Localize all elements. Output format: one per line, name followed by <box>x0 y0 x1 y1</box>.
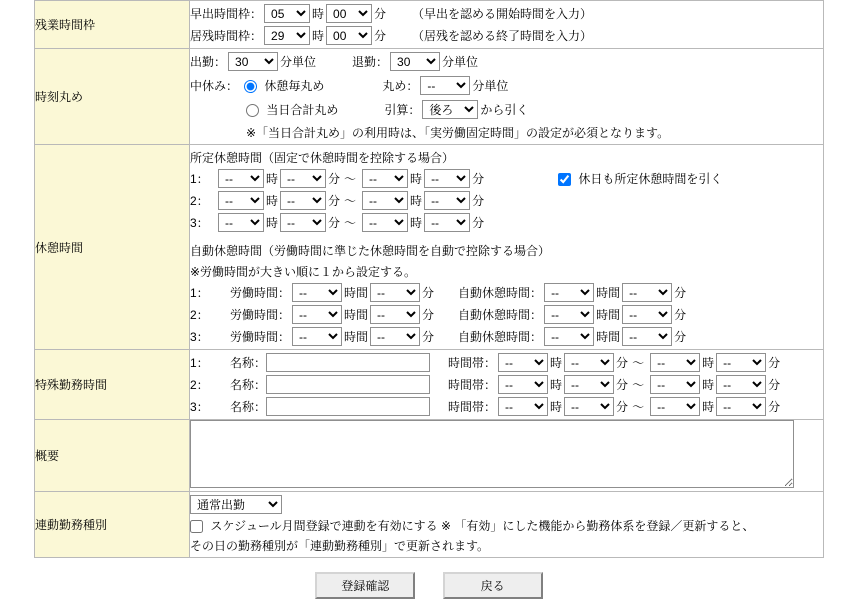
auto-break-2-work-minute[interactable] <box>370 305 420 324</box>
special-duty-index-1: 1： <box>190 356 209 370</box>
attendance-label: 出勤： <box>190 55 227 69</box>
rounding-label: 丸め： <box>382 79 419 93</box>
special-duty-2-end-hour-unit: 時 <box>702 378 715 392</box>
auto-break-2-work-label: 労働時間： <box>230 308 291 322</box>
auto-break-3-auto-hour-unit: 時間 <box>596 330 621 344</box>
special-duty-3-end-minute-unit: 分 <box>768 400 781 414</box>
auto-break-3-work-label: 労働時間： <box>230 330 291 344</box>
fixed-break-row-2 <box>190 191 823 210</box>
fixed-break-3-start-minute[interactable] <box>280 213 326 232</box>
special-duty-row-3 <box>190 397 823 416</box>
stay-over-hour-select[interactable] <box>264 26 310 45</box>
row-label-summary: 概要 <box>35 420 190 492</box>
auto-break-3-work-minute-unit: 分 <box>422 330 435 344</box>
fixed-break-3-end-hour-unit: 時 <box>410 216 423 230</box>
special-duty-2-start-hour-unit: 時 <box>550 378 563 392</box>
auto-break-row-2 <box>190 305 823 324</box>
fixed-break-3-end-hour[interactable] <box>362 213 408 232</box>
row-label-time-rounding: 時刻丸め <box>35 49 190 145</box>
auto-break-1-work-label: 労働時間： <box>230 286 291 300</box>
special-duty-index-2: 2： <box>190 378 209 392</box>
fixed-break-3-start-minute-unit: 分 <box>328 216 341 230</box>
special-duty-2-end-minute-unit: 分 <box>768 378 781 392</box>
table-row-break-time <box>35 145 824 350</box>
linked-duty-type-select[interactable] <box>190 495 282 514</box>
early-start-frame-row <box>190 4 823 23</box>
row-label-linked-duty: 連動勤務種別 <box>35 492 190 558</box>
auto-break-2-auto-minute[interactable] <box>622 305 672 324</box>
auto-break-1-auto-minute[interactable] <box>622 283 672 302</box>
special-duty-1-start-minute-unit: 分 <box>616 356 629 370</box>
special-duty-1-name-label: 名称： <box>230 356 267 370</box>
special-duty-1-end-minute-unit: 分 <box>768 356 781 370</box>
holiday-break-checkbox[interactable] <box>558 173 571 186</box>
work-system-settings-table <box>34 0 824 558</box>
special-duty-3-start-minute-unit: 分 <box>616 400 629 414</box>
subtract-label: 引算： <box>384 103 421 117</box>
linked-duty-checkbox-row <box>190 517 823 534</box>
row-field-overtime-frame <box>190 1 824 49</box>
row-field-special-duty <box>190 350 824 420</box>
stay-over-note: （居残を認める終了時間を入力） <box>412 29 593 43</box>
subtract-unit-label: から引く <box>480 103 529 117</box>
fixed-break-2-start-hour-unit: 時 <box>266 194 279 208</box>
table-row-summary <box>35 420 824 492</box>
rounding-unit-label: 分単位 <box>472 79 509 93</box>
fixed-break-1-tilde: ～ <box>344 172 357 186</box>
auto-break-row-1 <box>190 283 823 302</box>
auto-break-index-3: 3： <box>190 330 209 344</box>
time-rounding-warning <box>246 124 823 141</box>
auto-break-title: 自動休憩時間（労働時間に準じた休憩時間を自動で控除する場合） <box>190 244 551 258</box>
stay-over-minute-select[interactable] <box>326 26 372 45</box>
subtract-direction-select[interactable] <box>422 100 478 119</box>
holiday-break-checkbox-label[interactable] <box>558 170 722 187</box>
special-duty-2-band-label: 時間帯： <box>448 378 497 392</box>
midbreak-each-radio[interactable] <box>244 80 257 93</box>
special-duty-2-end-hour[interactable] <box>650 375 700 394</box>
midbreak-each-text: 休憩毎丸め <box>264 79 325 93</box>
row-field-linked-duty <box>190 492 824 558</box>
fixed-break-1-end-hour[interactable] <box>362 169 408 188</box>
auto-break-note: ※労働時間が大きい順に１から設定する。 <box>190 265 417 279</box>
early-start-hour-select[interactable] <box>264 4 310 23</box>
fixed-break-2-start-hour[interactable] <box>218 191 264 210</box>
auto-break-2-auto-hour-unit: 時間 <box>596 308 621 322</box>
table-row-linked-duty <box>35 492 824 558</box>
special-duty-index-3: 3： <box>190 400 209 414</box>
special-duty-1-band-label: 時間帯： <box>448 356 497 370</box>
stay-over-frame-row <box>190 26 823 45</box>
fixed-break-2-tilde: ～ <box>344 194 357 208</box>
special-duty-row-1 <box>190 353 823 372</box>
leaving-unit-select[interactable] <box>390 52 440 71</box>
special-duty-3-end-hour[interactable] <box>650 397 700 416</box>
attendance-unit-select[interactable] <box>228 52 278 71</box>
holiday-break-text: 休日も所定休憩時間を引く <box>578 172 723 186</box>
auto-break-2-work-hour-unit: 時間 <box>344 308 369 322</box>
auto-break-1-auto-minute-unit: 分 <box>674 286 687 300</box>
fixed-break-2-start-minute[interactable] <box>280 191 326 210</box>
auto-break-index-2: 2： <box>190 308 209 322</box>
auto-break-2-auto-label: 自動休憩時間： <box>458 308 543 322</box>
back-button[interactable]: 戻る <box>443 572 543 599</box>
linked-duty-select-row <box>190 495 823 514</box>
special-duty-1-start-hour[interactable] <box>498 353 548 372</box>
special-duty-2-tilde: ～ <box>632 378 645 392</box>
special-duty-2-start-hour[interactable] <box>498 375 548 394</box>
special-duty-3-band-label: 時間帯： <box>448 400 497 414</box>
linked-duty-subtext: その日の勤務種別が「連動勤務種別」で更新されます。 <box>190 539 490 553</box>
fixed-break-2-end-hour[interactable] <box>362 191 408 210</box>
row-field-time-rounding <box>190 49 824 145</box>
midbreak-total-radio[interactable] <box>246 104 259 117</box>
auto-break-row-3 <box>190 327 823 346</box>
row-label-overtime-frame: 残業時間枠 <box>35 1 190 49</box>
special-duty-2-name-label: 名称： <box>230 378 267 392</box>
special-duty-2-start-minute[interactable] <box>564 375 614 394</box>
fixed-break-row-1 <box>190 169 823 188</box>
linked-duty-checkbox[interactable] <box>190 520 203 533</box>
fixed-break-index-1: 1： <box>190 172 209 186</box>
linked-duty-checkbox-text: スケジュール月間登録で連動を有効にする ※ 「有効」にした機能から勤務体系を登録／更新すると、 <box>210 519 755 533</box>
special-duty-3-start-minute[interactable] <box>564 397 614 416</box>
stay-over-frame-label: 居残時間枠： <box>190 29 263 43</box>
table-row-time-rounding <box>35 49 824 145</box>
midbreak-total-text: 当日合計丸め <box>266 103 339 117</box>
fixed-break-1-end-hour-unit: 時 <box>410 172 423 186</box>
auto-break-3-work-minute[interactable] <box>370 327 420 346</box>
fixed-break-3-start-hour-unit: 時 <box>266 216 279 230</box>
fixed-break-2-end-minute-unit: 分 <box>472 194 485 208</box>
stay-over-minute-unit: 分 <box>374 29 387 43</box>
fixed-break-2-start-minute-unit: 分 <box>328 194 341 208</box>
attendance-unit-label: 分単位 <box>280 55 317 69</box>
auto-break-2-auto-minute-unit: 分 <box>674 308 687 322</box>
fixed-break-1-end-minute[interactable] <box>424 169 470 188</box>
special-duty-1-start-minute[interactable] <box>564 353 614 372</box>
early-start-minute-unit: 分 <box>374 7 387 21</box>
midbreak-row-2 <box>190 100 823 119</box>
fixed-break-1-start-minute[interactable] <box>280 169 326 188</box>
auto-break-1-auto-hour[interactable] <box>544 283 594 302</box>
fixed-break-1-start-hour-unit: 時 <box>266 172 279 186</box>
early-start-note: （早出を認める開始時間を入力） <box>412 7 593 21</box>
fixed-break-3-start-hour[interactable] <box>218 213 264 232</box>
auto-break-1-work-hour[interactable] <box>292 283 342 302</box>
row-field-break-time <box>190 145 824 350</box>
special-duty-2-name-input[interactable] <box>266 375 430 394</box>
fixed-break-1-end-minute-unit: 分 <box>472 172 485 186</box>
stay-over-hour-unit: 時 <box>312 29 325 43</box>
special-duty-3-start-hour-unit: 時 <box>550 400 563 414</box>
special-duty-3-end-hour-unit: 時 <box>702 400 715 414</box>
linked-duty-subtext-row <box>190 537 823 554</box>
fixed-break-1-start-hour[interactable] <box>218 169 264 188</box>
fixed-break-1-start-minute-unit: 分 <box>328 172 341 186</box>
special-duty-1-start-hour-unit: 時 <box>550 356 563 370</box>
auto-break-index-1: 1： <box>190 286 209 300</box>
auto-break-3-auto-hour[interactable] <box>544 327 594 346</box>
special-duty-2-start-minute-unit: 分 <box>616 378 629 392</box>
auto-break-1-auto-hour-unit: 時間 <box>596 286 621 300</box>
auto-break-1-work-minute-unit: 分 <box>422 286 435 300</box>
auto-break-3-auto-minute[interactable] <box>622 327 672 346</box>
attendance-leaving-row <box>190 52 823 71</box>
rounding-unit-select[interactable] <box>420 76 470 95</box>
table-row-overtime-frame <box>35 1 824 49</box>
early-start-frame-label: 早出時間枠： <box>190 7 263 21</box>
auto-break-3-auto-label: 自動休憩時間： <box>458 330 543 344</box>
special-duty-1-end-minute[interactable] <box>716 353 766 372</box>
auto-break-2-auto-hour[interactable] <box>544 305 594 324</box>
auto-break-1-auto-label: 自動休憩時間： <box>458 286 543 300</box>
special-duty-3-start-hour[interactable] <box>498 397 548 416</box>
time-rounding-warning-text: ※「当日合計丸め」の利用時は、「実労働固定時間」の設定が必須となります。 <box>246 126 670 140</box>
midbreak-label: 中休み： <box>190 79 239 93</box>
form-button-bar <box>34 558 824 599</box>
fixed-break-row-3 <box>190 213 823 232</box>
midbreak-total-radio-label[interactable] <box>246 101 338 118</box>
fixed-break-index-2: 2： <box>190 194 209 208</box>
midbreak-each-radio-label[interactable] <box>244 77 324 94</box>
row-field-summary <box>190 420 824 492</box>
auto-break-3-auto-minute-unit: 分 <box>674 330 687 344</box>
leaving-unit-label: 分単位 <box>442 55 479 69</box>
special-duty-1-name-input[interactable] <box>266 353 430 372</box>
auto-break-2-work-hour[interactable] <box>292 305 342 324</box>
special-duty-3-end-minute[interactable] <box>716 397 766 416</box>
row-label-break-time: 休憩時間 <box>35 145 190 350</box>
special-duty-1-tilde: ～ <box>632 356 645 370</box>
linked-duty-checkbox-label[interactable] <box>190 517 754 534</box>
leaving-label: 退勤： <box>352 55 389 69</box>
row-label-special-duty: 特殊勤務時間 <box>35 350 190 420</box>
fixed-break-2-end-minute[interactable] <box>424 191 470 210</box>
fixed-break-3-end-minute[interactable] <box>424 213 470 232</box>
table-row-special-duty <box>35 350 824 420</box>
auto-break-2-work-minute-unit: 分 <box>422 308 435 322</box>
submit-confirm-button[interactable]: 登録確認 <box>315 572 415 599</box>
fixed-break-title: 所定休憩時間（固定で休憩時間を控除する場合） <box>190 151 455 165</box>
fixed-break-2-end-hour-unit: 時 <box>410 194 423 208</box>
fixed-break-3-end-minute-unit: 分 <box>472 216 485 230</box>
special-duty-3-name-input[interactable] <box>266 397 430 416</box>
midbreak-row-1 <box>190 76 823 95</box>
special-duty-3-tilde: ～ <box>632 400 645 414</box>
auto-break-3-work-hour[interactable] <box>292 327 342 346</box>
special-duty-row-2 <box>190 375 823 394</box>
fixed-break-index-3: 3： <box>190 216 209 230</box>
fixed-break-3-tilde: ～ <box>344 216 357 230</box>
auto-break-3-work-hour-unit: 時間 <box>344 330 369 344</box>
early-start-minute-select[interactable] <box>326 4 372 23</box>
special-duty-1-end-hour-unit: 時 <box>702 356 715 370</box>
special-duty-1-end-hour[interactable] <box>650 353 700 372</box>
auto-break-1-work-hour-unit: 時間 <box>344 286 369 300</box>
early-start-hour-unit: 時 <box>312 7 325 21</box>
summary-textarea[interactable] <box>190 420 794 488</box>
special-duty-2-end-minute[interactable] <box>716 375 766 394</box>
special-duty-3-name-label: 名称： <box>230 400 267 414</box>
auto-break-1-work-minute[interactable] <box>370 283 420 302</box>
